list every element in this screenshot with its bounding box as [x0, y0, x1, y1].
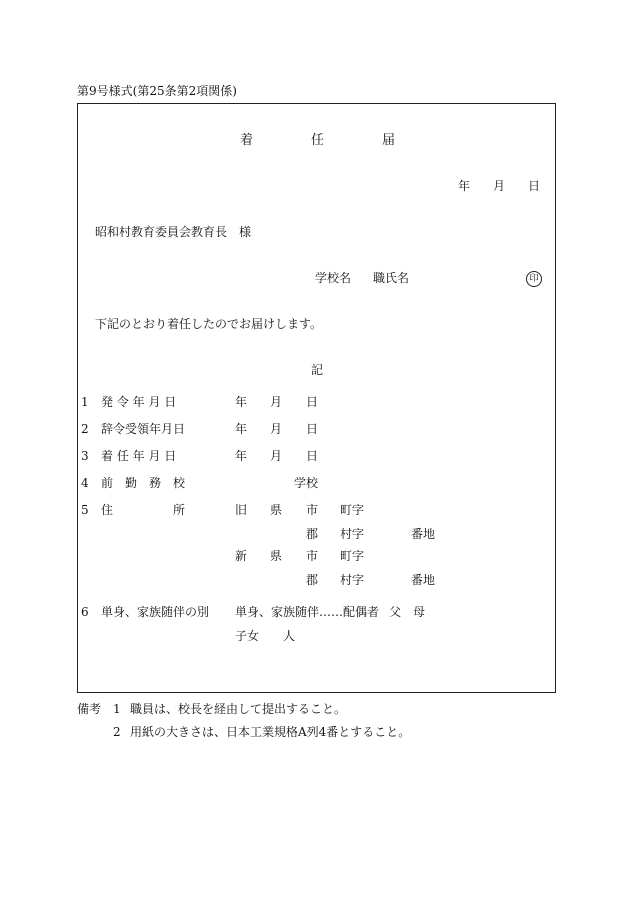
address-new-ken: 県 — [270, 549, 283, 563]
item-5-label: 住 所 — [101, 503, 186, 517]
address-new-sonaza: 村字 — [340, 573, 365, 587]
item-6-mother: 母 — [413, 605, 426, 619]
address-new-banchi: 番地 — [411, 573, 436, 587]
note-2-text: 用紙の大きさは、日本工業規格A列4番とすること。 — [130, 725, 411, 739]
seal-icon: 印 — [526, 271, 542, 287]
item-6-value-line1: 単身、家族随伴……配偶者 — [235, 605, 380, 619]
item-4-school: 学校 — [294, 476, 319, 490]
title-char-1: 着 — [240, 133, 254, 148]
item-3-year: 年 — [235, 449, 248, 463]
item-1-month: 月 — [270, 395, 283, 409]
item-3-day: 日 — [306, 449, 319, 463]
note-1-number: 1 — [113, 702, 121, 716]
address-old-shi: 市 — [306, 503, 319, 517]
item-4-number: 4 — [81, 476, 89, 490]
address-old-tag: 旧 — [235, 503, 248, 517]
date-year: 年 — [458, 179, 471, 193]
note-1-text: 職員は、校長を経由して提出すること。 — [130, 702, 347, 716]
address-new-gun: 郡 — [306, 573, 319, 587]
address-new-tag: 新 — [235, 549, 248, 563]
intro-text: 下記のとおり着任したのでお届けします。 — [95, 317, 323, 331]
item-6-person: 人 — [283, 629, 296, 643]
item-2-day: 日 — [306, 422, 319, 436]
notes-label: 備考 — [77, 702, 102, 716]
item-3-number: 3 — [81, 449, 89, 463]
date-month: 月 — [493, 179, 506, 193]
seal-mark — [526, 271, 542, 287]
school-name-label: 学校名 — [315, 271, 352, 285]
address-old-chouaza: 町字 — [340, 503, 365, 517]
address-new-shi: 市 — [306, 549, 319, 563]
item-5-number: 5 — [81, 503, 89, 517]
address-new-chouaza: 町字 — [340, 549, 365, 563]
title-char-2: 任 — [311, 133, 325, 148]
item-6-child: 子女 — [235, 629, 260, 643]
form-number-label: 第9号様式(第25条第2項関係) — [77, 84, 237, 98]
ki-label: 記 — [311, 363, 324, 377]
item-6-number: 6 — [81, 605, 89, 619]
item-1-year: 年 — [235, 395, 248, 409]
date-day: 日 — [528, 179, 541, 193]
item-2-label: 辞令受領年月日 — [101, 422, 186, 436]
item-6-father: 父 — [389, 605, 402, 619]
item-1-day: 日 — [306, 395, 319, 409]
item-2-month: 月 — [270, 422, 283, 436]
item-1-label: 発 令 年 月 日 — [101, 395, 177, 409]
addressee: 昭和村教育委員会教育長 様 — [95, 225, 252, 239]
note-2-number: 2 — [113, 725, 121, 739]
address-old-ken: 県 — [270, 503, 283, 517]
address-old-gun: 郡 — [306, 527, 319, 541]
item-3-month: 月 — [270, 449, 283, 463]
address-old-banchi: 番地 — [411, 527, 436, 541]
job-name-label: 職氏名 — [373, 271, 410, 285]
title-char-3: 届 — [382, 133, 396, 148]
item-3-label: 着 任 年 月 日 — [101, 449, 177, 463]
item-2-number: 2 — [81, 422, 89, 436]
item-4-label: 前 勤 務 校 — [101, 476, 186, 490]
item-6-label: 単身、家族随伴の別 — [101, 605, 210, 619]
item-2-year: 年 — [235, 422, 248, 436]
item-1-number: 1 — [81, 395, 89, 409]
address-old-sonaza: 村字 — [340, 527, 365, 541]
